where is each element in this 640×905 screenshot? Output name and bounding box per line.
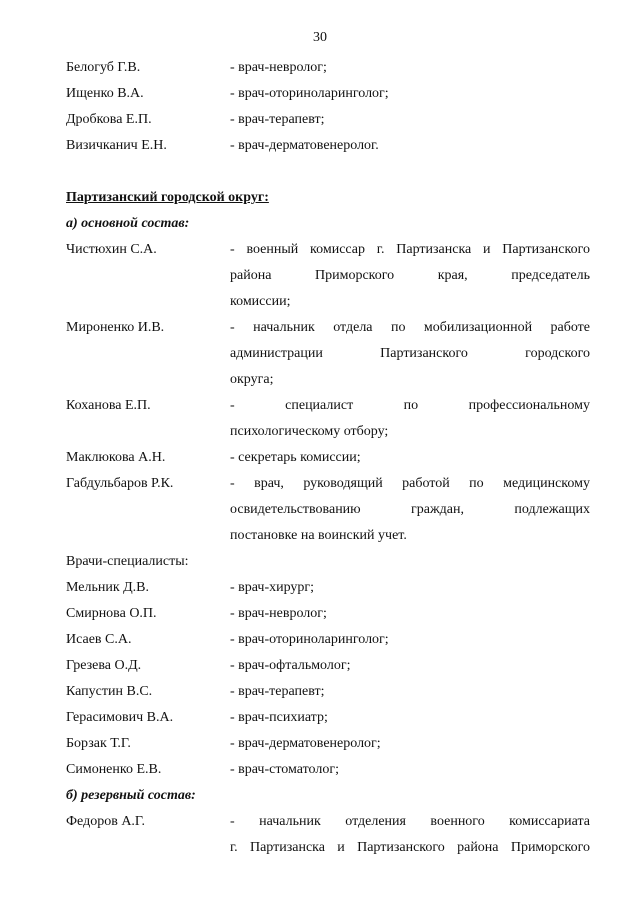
list-item xyxy=(66,107,590,133)
member-role: - секретарь комиссии; xyxy=(230,450,361,465)
list-item xyxy=(66,627,590,653)
role-continuation xyxy=(66,289,590,315)
specialists-label: Врачи-специалисты: xyxy=(66,554,189,569)
role-continuation xyxy=(66,263,590,289)
member-role: - военный комиссар г. Партизанска и Партизанского xyxy=(230,242,590,257)
member-role: - врач-терапевт; xyxy=(230,112,325,127)
member-role: - врач-офтальмолог; xyxy=(230,658,351,673)
member-name: Мироненко И.В. xyxy=(66,320,165,335)
member-name: Коханова Е.П. xyxy=(66,398,151,413)
member-name: Грезева О.Д. xyxy=(66,658,142,673)
list-item xyxy=(66,601,590,627)
list-item xyxy=(66,653,590,679)
member-role: - врач-оториноларинголог; xyxy=(230,86,389,101)
role-continuation xyxy=(66,497,590,523)
member-role: - врач-терапевт; xyxy=(230,684,325,699)
member-name: Визичканич Е.Н. xyxy=(66,138,167,153)
list-item xyxy=(66,809,590,835)
member-name: Ищенко В.А. xyxy=(66,86,144,101)
member-role: - начальник отделения военного комиссариата xyxy=(230,814,590,829)
role-continuation xyxy=(66,341,590,367)
member-role: - врач-хирург; xyxy=(230,580,315,595)
member-role-line: комиссии; xyxy=(230,294,291,309)
reserve-composition-label: б) резервный состав: xyxy=(66,788,196,803)
member-name: Герасимович В.А. xyxy=(66,710,174,725)
member-name: Чистюхин С.А. xyxy=(66,242,157,257)
member-role-line: г. Партизанска и Партизанского района Приморского xyxy=(230,840,590,855)
member-role-line: психологическому отбору; xyxy=(230,424,389,439)
member-role: - врач, руководящий работой по медицинскому xyxy=(230,476,590,491)
list-item xyxy=(66,471,590,497)
section-title: Партизанский городской округ: xyxy=(66,190,269,205)
list-item xyxy=(66,315,590,341)
member-role: - врач-дерматовенеролог. xyxy=(230,138,379,153)
member-role: - начальник отдела по мобилизационной работе xyxy=(230,320,590,335)
member-role: - врач-оториноларинголог; xyxy=(230,632,389,647)
member-role: - специалист по профессиональному xyxy=(230,398,590,413)
member-role: - врач-невролог; xyxy=(230,606,327,621)
role-continuation xyxy=(66,835,590,861)
role-continuation xyxy=(66,523,590,549)
list-item xyxy=(66,133,590,159)
member-name: Смирнова О.П. xyxy=(66,606,157,621)
member-name: Симоненко Е.В. xyxy=(66,762,162,777)
member-name: Мельник Д.В. xyxy=(66,580,150,595)
member-name: Борзак Т.Г. xyxy=(66,736,131,751)
member-role: - врач-дерматовенеролог; xyxy=(230,736,381,751)
page-number: 30 xyxy=(313,30,327,45)
member-role: - врач-психиатр; xyxy=(230,710,328,725)
list-item xyxy=(66,679,590,705)
member-name: Исаев С.А. xyxy=(66,632,132,647)
member-role-line: округа; xyxy=(230,372,274,387)
list-item xyxy=(66,705,590,731)
member-name: Федоров А.Г. xyxy=(66,814,145,829)
member-role-line: администрации Партизанского городского xyxy=(230,346,590,361)
list-item xyxy=(66,237,590,263)
document-body xyxy=(66,55,590,861)
list-item xyxy=(66,55,590,81)
role-continuation xyxy=(66,367,590,393)
list-item xyxy=(66,81,590,107)
member-role-line: района Приморского края, председатель xyxy=(230,268,590,283)
member-name: Габдульбаров Р.К. xyxy=(66,476,174,491)
list-item xyxy=(66,731,590,757)
list-item xyxy=(66,445,590,471)
list-item xyxy=(66,757,590,783)
spacer xyxy=(66,159,590,185)
member-name: Маклюкова А.Н. xyxy=(66,450,166,465)
member-name: Капустин В.С. xyxy=(66,684,153,699)
member-name: Белогуб Г.В. xyxy=(66,60,141,75)
main-composition-label: а) основной состав: xyxy=(66,216,190,231)
role-continuation xyxy=(66,419,590,445)
member-name: Дробкова Е.П. xyxy=(66,112,152,127)
member-role: - врач-стоматолог; xyxy=(230,762,339,777)
member-role: - врач-невролог; xyxy=(230,60,327,75)
list-item xyxy=(66,575,590,601)
member-role-line: освидетельствованию граждан, подлежащих xyxy=(230,502,590,517)
member-role-line: постановке на воинский учет. xyxy=(230,528,407,543)
list-item xyxy=(66,393,590,419)
